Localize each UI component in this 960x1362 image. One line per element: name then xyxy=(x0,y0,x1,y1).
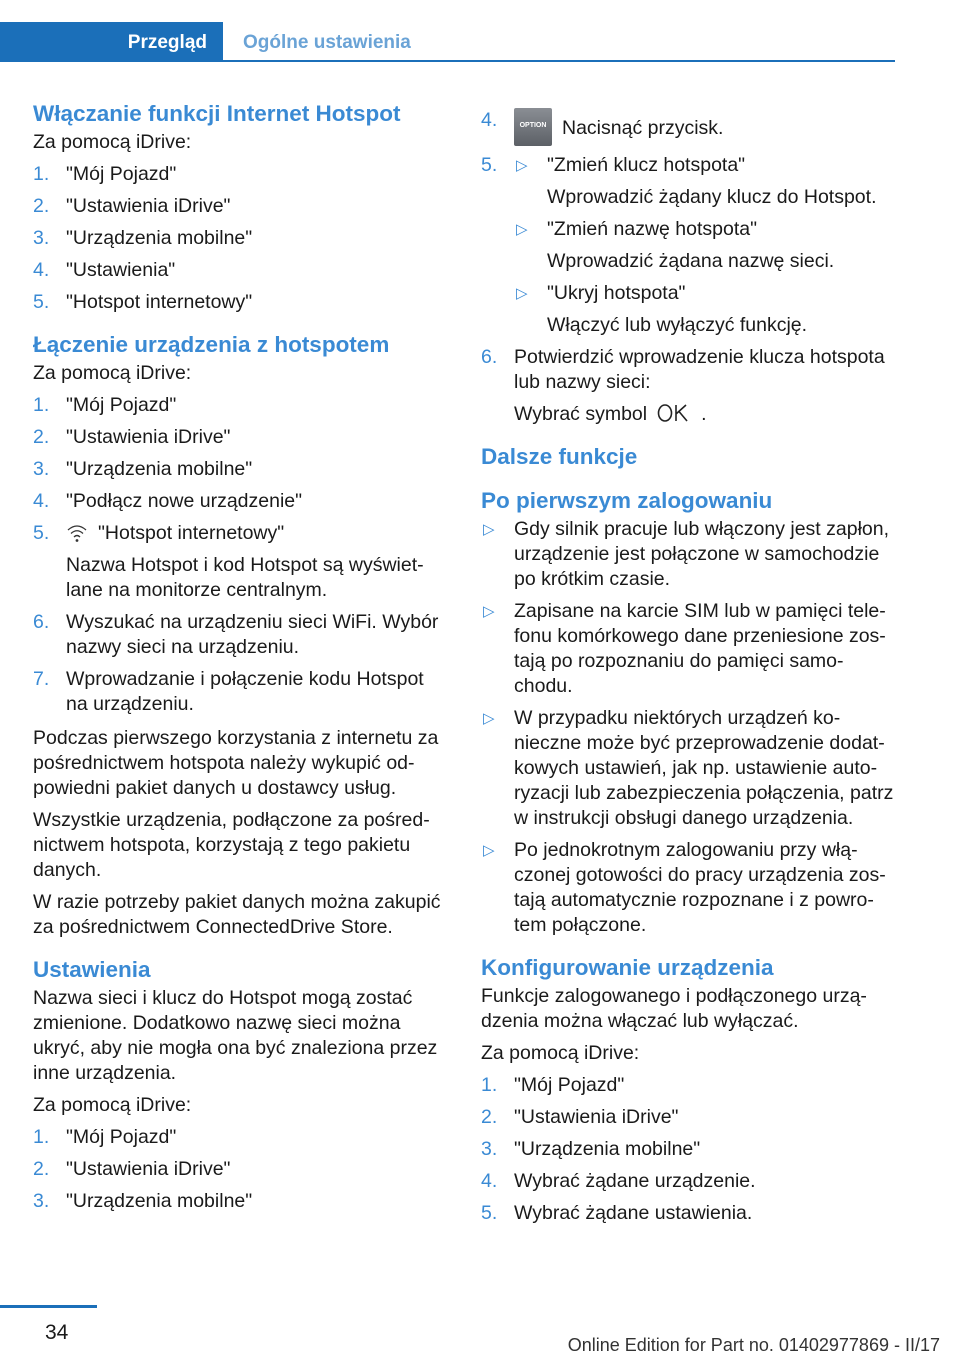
intro-text: Za pomocą iDrive: xyxy=(33,362,192,384)
list-item: 5. ▷ "Zmień klucz hotspota" Wprowadzić żądany klucz do Hotspot. ▷ "Zmień nazwę hotspota" Wprowadzić żądana nazwę sieci. ▷ "Ukryj hotspota" Włączyć lub wyłączyć funkcję. xyxy=(481,153,895,338)
triangle-bullet-icon: ▷ xyxy=(516,157,528,174)
list-item: 4. OPTION Nacisnąć przycisk. xyxy=(481,108,895,146)
paragraph: Nazwa sieci i klucz do Hotspot mogą zostać zmienione. Dodatkowo nazwę sieci można ukryć, aby nie mogła ona być znaleziona przez inne urządzenia. xyxy=(33,987,438,1084)
option-button-icon: OPTION xyxy=(514,108,552,146)
triangle-bullet-icon: ▷ xyxy=(516,285,528,302)
steps-connect-device xyxy=(33,393,447,717)
sub-list-item: ▷ "Zmień nazwę hotspota" Wprowadzić żądana nazwę sieci. xyxy=(516,218,835,272)
sub-options-list xyxy=(514,153,895,338)
list-item: 2. "Ustawienia iDrive" xyxy=(33,1158,231,1180)
paragraph: Podczas pierwszego korzystania z internetu za pośrednictwem hotspota należy wykupić od‐powiedni pakiet danych u dostawcy usług. xyxy=(33,727,439,799)
left-column xyxy=(33,98,447,1223)
steps-settings xyxy=(33,1125,447,1214)
triangle-bullet-icon: ▷ xyxy=(516,221,528,238)
list-item: 5. Wybrać żądane ustawienia. xyxy=(481,1202,753,1224)
list-item: ▷ Gdy silnik pracuje lub włączony jest zapłon, urządzenie jest połączone w samochodzie po krótkim czasie. xyxy=(483,518,890,590)
steps-enable-hotspot xyxy=(33,162,447,315)
list-item: ▷ W przypadku niektórych urządzeń ko‐nieczne może być przeprowadzenie dodat‐kowych ustawień, jak np. ustawienie auto‐ryzacji lub zabezpieczenia połączenia, patrz w instrukcji obsługi danego urządzenia. xyxy=(483,707,894,829)
edition-note: Online Edition for Part no. 01402977869 - II/17 xyxy=(567,1335,940,1355)
list-item: 1. "Mój Pojazd" xyxy=(33,163,177,185)
item-note: Nazwa Hotspot i kod Hotspot są wyświet‐lane na monitorze centralnym. xyxy=(66,554,424,601)
intro-text: Za pomocą iDrive: xyxy=(33,1094,192,1116)
section-title-settings: Ustawienia xyxy=(33,957,151,982)
list-item: 3. "Urządzenia mobilne" xyxy=(481,1138,701,1160)
header-divider xyxy=(223,60,895,62)
steps-settings-continued xyxy=(481,108,895,427)
list-item: 2. "Ustawienia iDrive" xyxy=(481,1106,679,1128)
first-login-bullets xyxy=(481,517,895,938)
triangle-bullet-icon: ▷ xyxy=(483,521,495,538)
intro-text: Za pomocą iDrive: xyxy=(481,1042,640,1064)
steps-configure-device xyxy=(481,1073,895,1226)
list-item: 4. Wybrać żądane urządzenie. xyxy=(481,1170,756,1192)
section-title-first-login: Po pierwszym zalogowaniu xyxy=(481,488,773,513)
sub-list-item: ▷ "Ukryj hotspota" Włączyć lub wyłączyć funkcję. xyxy=(516,282,808,336)
section-title-enable-hotspot: Włączanie funkcji Internet Hotspot xyxy=(33,101,401,126)
list-item: 3. "Urządzenia mobilne" xyxy=(33,458,253,480)
triangle-bullet-icon: ▷ xyxy=(483,603,495,620)
list-item: 1. "Mój Pojazd" xyxy=(33,394,177,416)
tab-general-settings-label: Ogólne ustawienia xyxy=(243,31,411,53)
tab-general-settings[interactable] xyxy=(223,22,411,62)
list-item: 1. "Mój Pojazd" xyxy=(33,1126,177,1148)
list-item: 6. Wyszukać na urządzeniu sieci WiFi. Wybór nazwy sieci na urządzeniu. xyxy=(33,611,439,658)
wifi-icon xyxy=(66,523,88,543)
list-item: 5. "Hotspot internetowy" xyxy=(33,291,253,313)
list-item: 3. "Urządzenia mobilne" xyxy=(33,1190,253,1212)
list-item: ▷ Zapisane na karcie SIM lub w pamięci tele‐fonu komórkowego dane przeniesione zos‐tają po rozpoznaniu do pamięci samo‐chodu. xyxy=(483,600,886,697)
header-bar xyxy=(0,22,895,62)
intro-text: Za pomocą iDrive: xyxy=(33,131,192,153)
list-item: ▷ Po jednokrotnym zalogowaniu przy włą‐czonej gotowości do pracy urządzenia zos‐tają automatycznie rozpoznane i z powro‐tem połączone. xyxy=(483,839,886,936)
page-number: 34 xyxy=(45,1321,69,1344)
triangle-bullet-icon: ▷ xyxy=(483,710,495,727)
sub-list-item: ▷ "Zmień klucz hotspota" Wprowadzić żądany klucz do Hotspot. xyxy=(516,154,877,208)
list-item: 4. "Podłącz nowe urządzenie" xyxy=(33,490,303,512)
paragraph: Wszystkie urządzenia, podłączone za pośred‐nictwem hotspota, korzystają z tego pakietu danych. xyxy=(33,809,430,881)
list-item: 5. "Hotspot internetowy" Nazwa Hotspot i kod Hotspot są wyświet‐lane na monitorze centralnym. xyxy=(33,521,447,603)
list-item: 1. "Mój Pojazd" xyxy=(481,1074,625,1096)
footer-divider xyxy=(0,1305,97,1308)
list-item: 4. "Ustawienia" xyxy=(33,259,176,281)
tab-overview[interactable] xyxy=(0,22,223,62)
list-item: 2. "Ustawienia iDrive" xyxy=(33,426,231,448)
list-item: 6. Potwierdzić wprowadzenie klucza hotspota lub nazwy sieci: Wybrać symbol . xyxy=(481,346,885,425)
tab-overview-label: Przegląd xyxy=(127,31,207,53)
ok-icon xyxy=(657,403,691,423)
paragraph: W razie potrzeby pakiet danych można zakupić za pośrednictwem ConnectedDrive Store. xyxy=(33,891,441,938)
section-title-further-functions: Dalsze funkcje xyxy=(481,444,638,469)
list-item: 2. "Ustawienia iDrive" xyxy=(33,195,231,217)
paragraph: Funkcje zalogowanego i podłączonego urzą‐dzenia można włączać lub wyłączać. xyxy=(481,985,867,1032)
section-title-connect-device: Łączenie urządzenia z hotspotem xyxy=(33,332,390,357)
section-title-configure-device: Konfigurowanie urządzenia xyxy=(481,955,774,980)
list-item: 3. "Urządzenia mobilne" xyxy=(33,227,253,249)
triangle-bullet-icon: ▷ xyxy=(483,842,495,859)
list-item: 7. Wprowadzanie i połączenie kodu Hotspot na urządzeniu. xyxy=(33,668,424,715)
right-column xyxy=(481,108,895,1235)
